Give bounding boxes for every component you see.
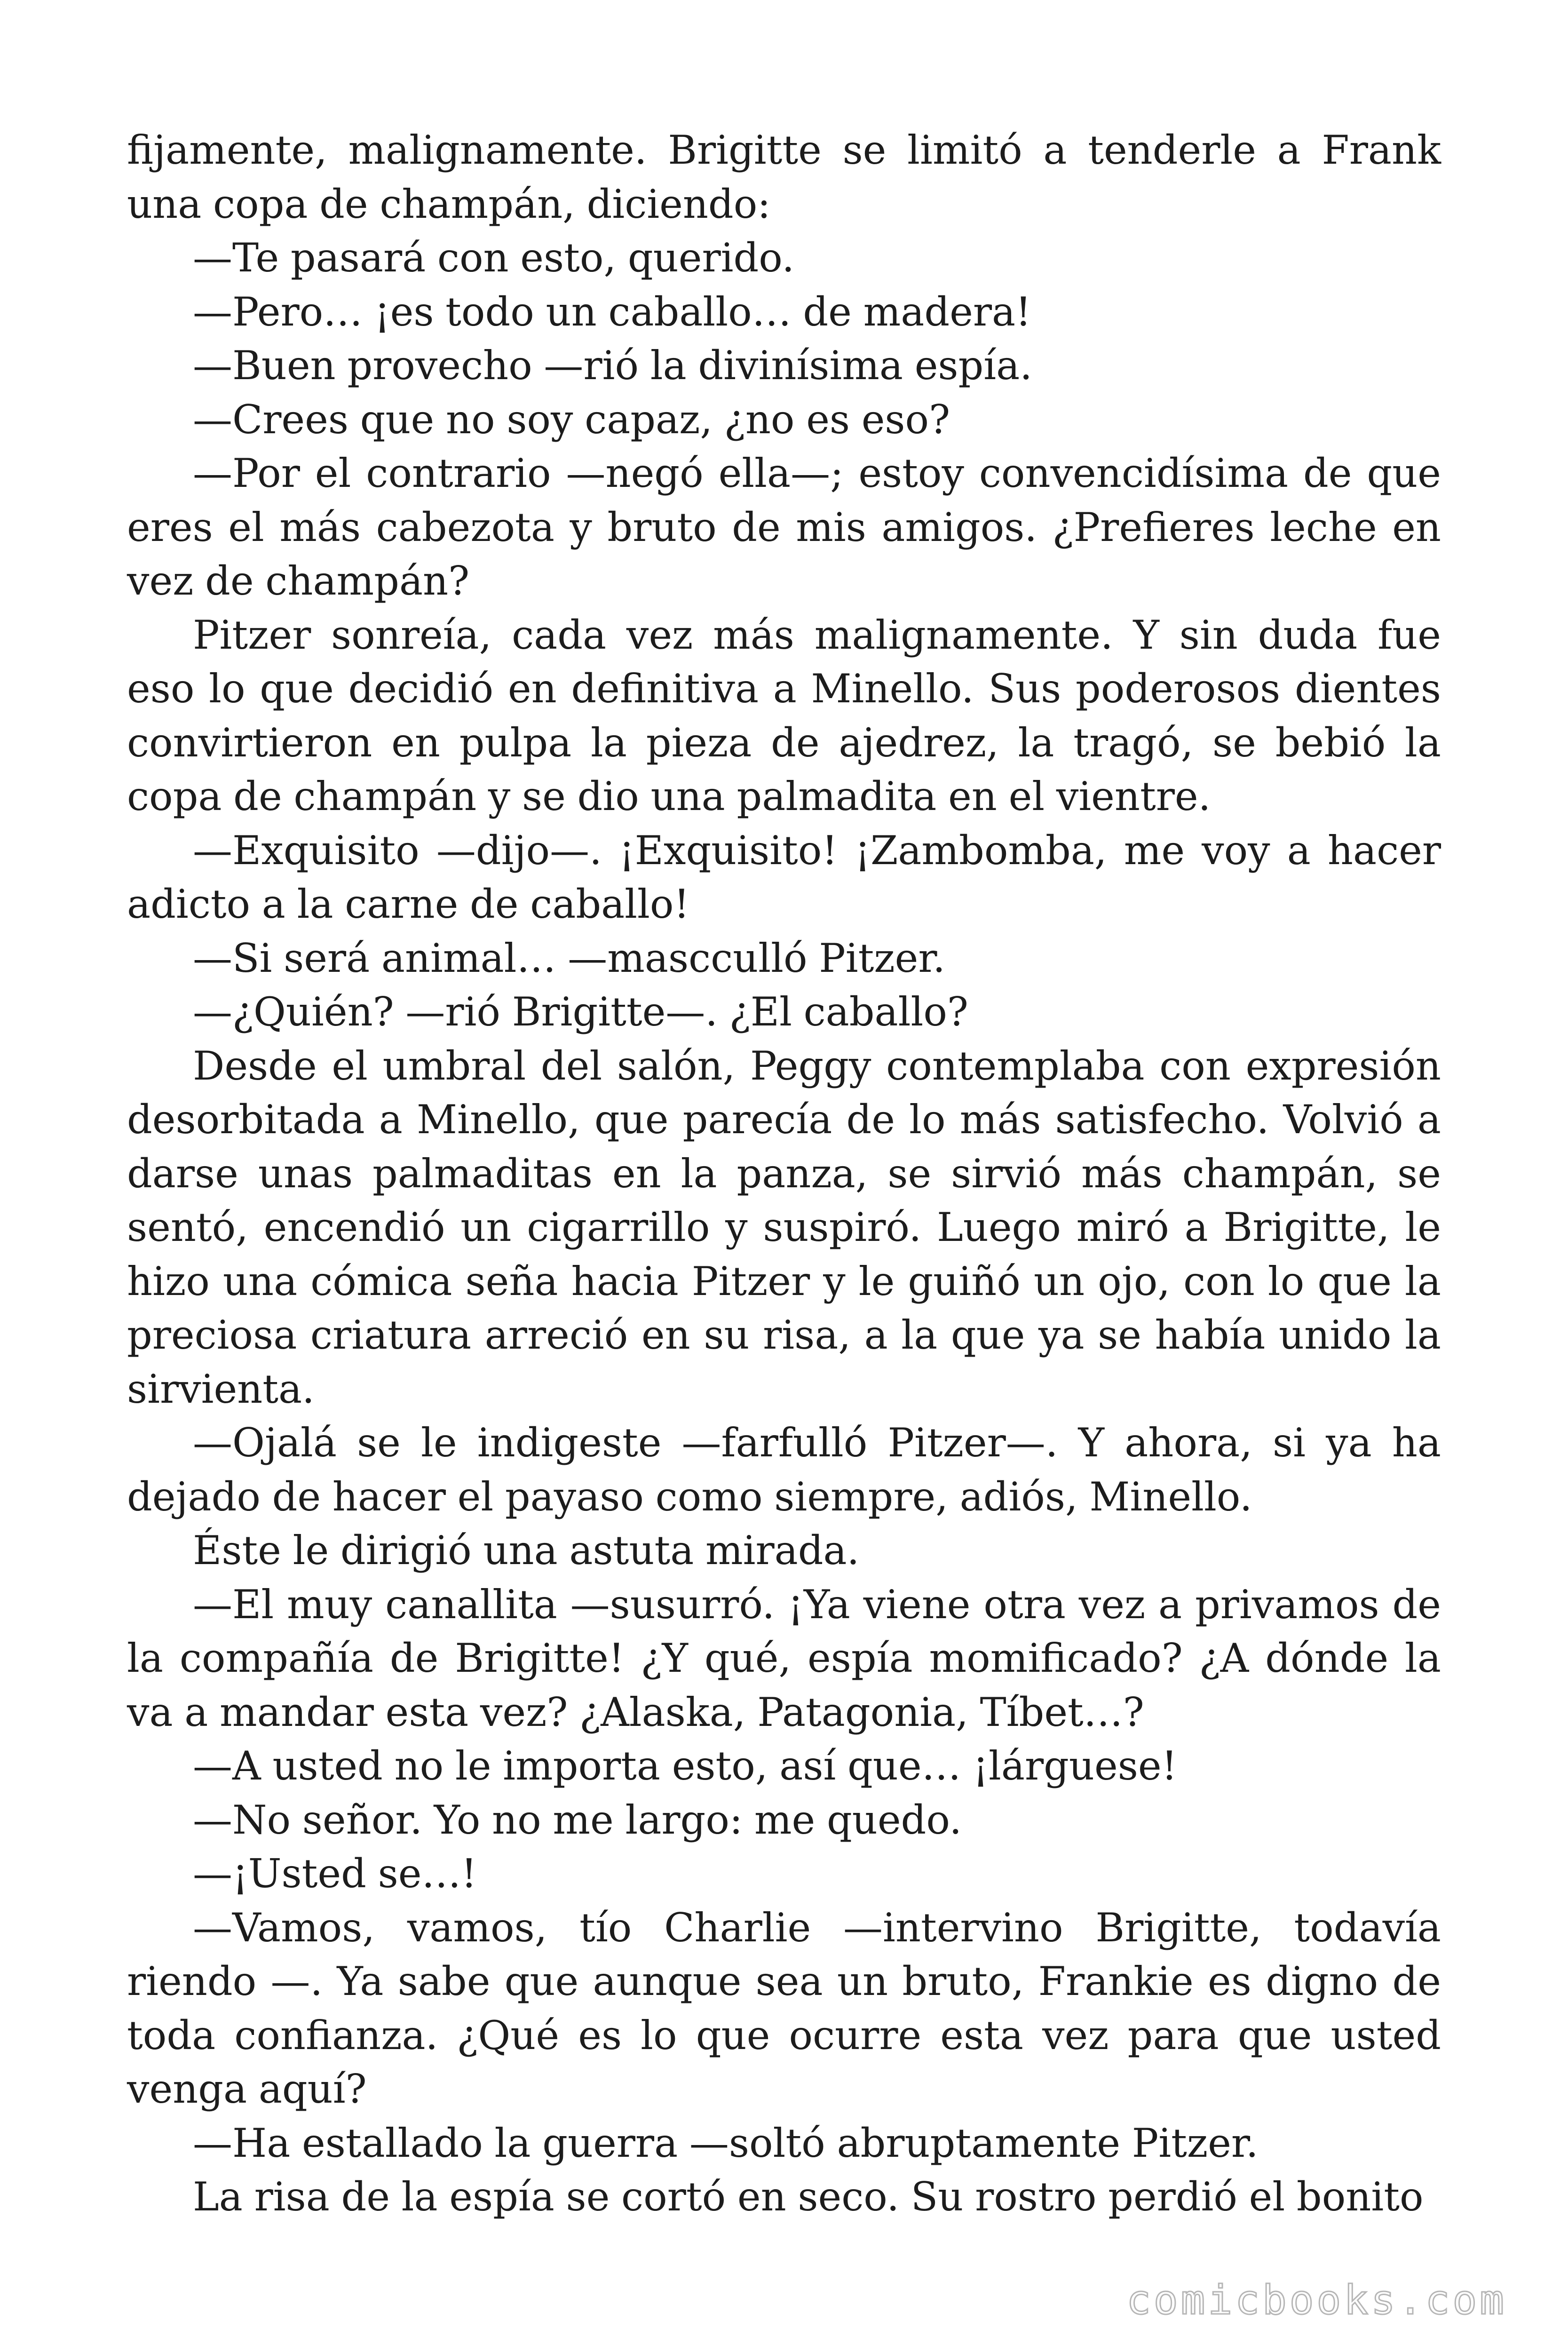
paragraph: fijamente, malignamente. Brigitte se limitó a tenderle a Frank una copa de champán, diciendo:	[127, 127, 1441, 227]
paragraph: Éste le dirigió una astuta mirada.	[193, 1527, 860, 1573]
paragraph: La risa de la espía se cortó en seco. Su rostro perdió el bonito	[193, 2174, 1424, 2220]
paragraph: —Pero… ¡es todo un caballo… de madera!	[193, 288, 1031, 335]
paragraph: Pitzer sonreía, cada vez más malignamente. Y sin duda fue eso lo que decidió en definitiva a Minello. Sus poderosos dientes convirtieron en pulpa la pieza de ajedrez, la tragó, se bebió la copa de champán y se dio una palmadita en el vientre.	[127, 612, 1441, 819]
paragraph: —Si será animal… —mascculló Pitzer.	[193, 935, 945, 981]
book-page	[127, 123, 1441, 2224]
paragraph: —¡Usted se…!	[193, 1851, 477, 1897]
paragraph: —Buen provecho —rió la divinísima espía.	[193, 342, 1032, 389]
paragraph: —No señor. Yo no me largo: me quedo.	[193, 1796, 962, 1843]
paragraph: Desde el umbral del salón, Peggy contemplaba con expresión desorbitada a Minello, que parecía de lo más satisfecho. Volvió a darse unas palmaditas en la panza, se sirvió más champán, se sentó, encendió un cigarrillo y suspiró. Luego miró a Brigitte, le hizo una cómica seña hacia Pitzer y le guiñó un ojo, con lo que la preciosa criatura arreció en su risa, a la que ya se había unido la sirvienta.	[127, 1042, 1441, 1412]
paragraph: —Crees que no soy capaz, ¿no es eso?	[193, 396, 950, 443]
paragraph: —Por el contrario —negó ella—; estoy convencidísima de que eres el más cabezota y bruto de mis amigos. ¿Prefieres leche en vez de champán?	[127, 450, 1441, 604]
watermark: comicbooks.com	[1126, 2277, 1507, 2324]
paragraph: —Vamos, vamos, tío Charlie —intervino Brigitte, todavía riendo —. Ya sabe que aunque sea un bruto, Frankie es digno de toda confianza. ¿Qué es lo que ocurre esta vez para que usted venga aquí?	[127, 1904, 1441, 2112]
paragraph: —Te pasará con esto, querido.	[193, 235, 795, 281]
paragraph: —Ha estallado la guerra —soltó abruptamente Pitzer.	[193, 2120, 1259, 2166]
paragraph: —Exquisito —dijo—. ¡Exquisito! ¡Zambomba, me voy a hacer adicto a la carne de caballo!	[127, 827, 1441, 927]
paragraph: —¿Quién? —rió Brigitte—. ¿El caballo?	[193, 989, 968, 1035]
paragraph: —A usted no le importa esto, así que… ¡lárguese!	[193, 1743, 1178, 1789]
paragraph: —El muy canallita —susurró. ¡Ya viene otra vez a privamos de la compañía de Brigitte! ¿Y qué, espía momificado? ¿A dónde la va a mandar esta vez? ¿Alaska, Patagonia, Tíbet…?	[127, 1581, 1441, 1735]
paragraph: —Ojalá se le indigeste —farfulló Pitzer—. Y ahora, si ya ha dejado de hacer el payaso como siempre, adiós, Minello.	[127, 1420, 1441, 1520]
